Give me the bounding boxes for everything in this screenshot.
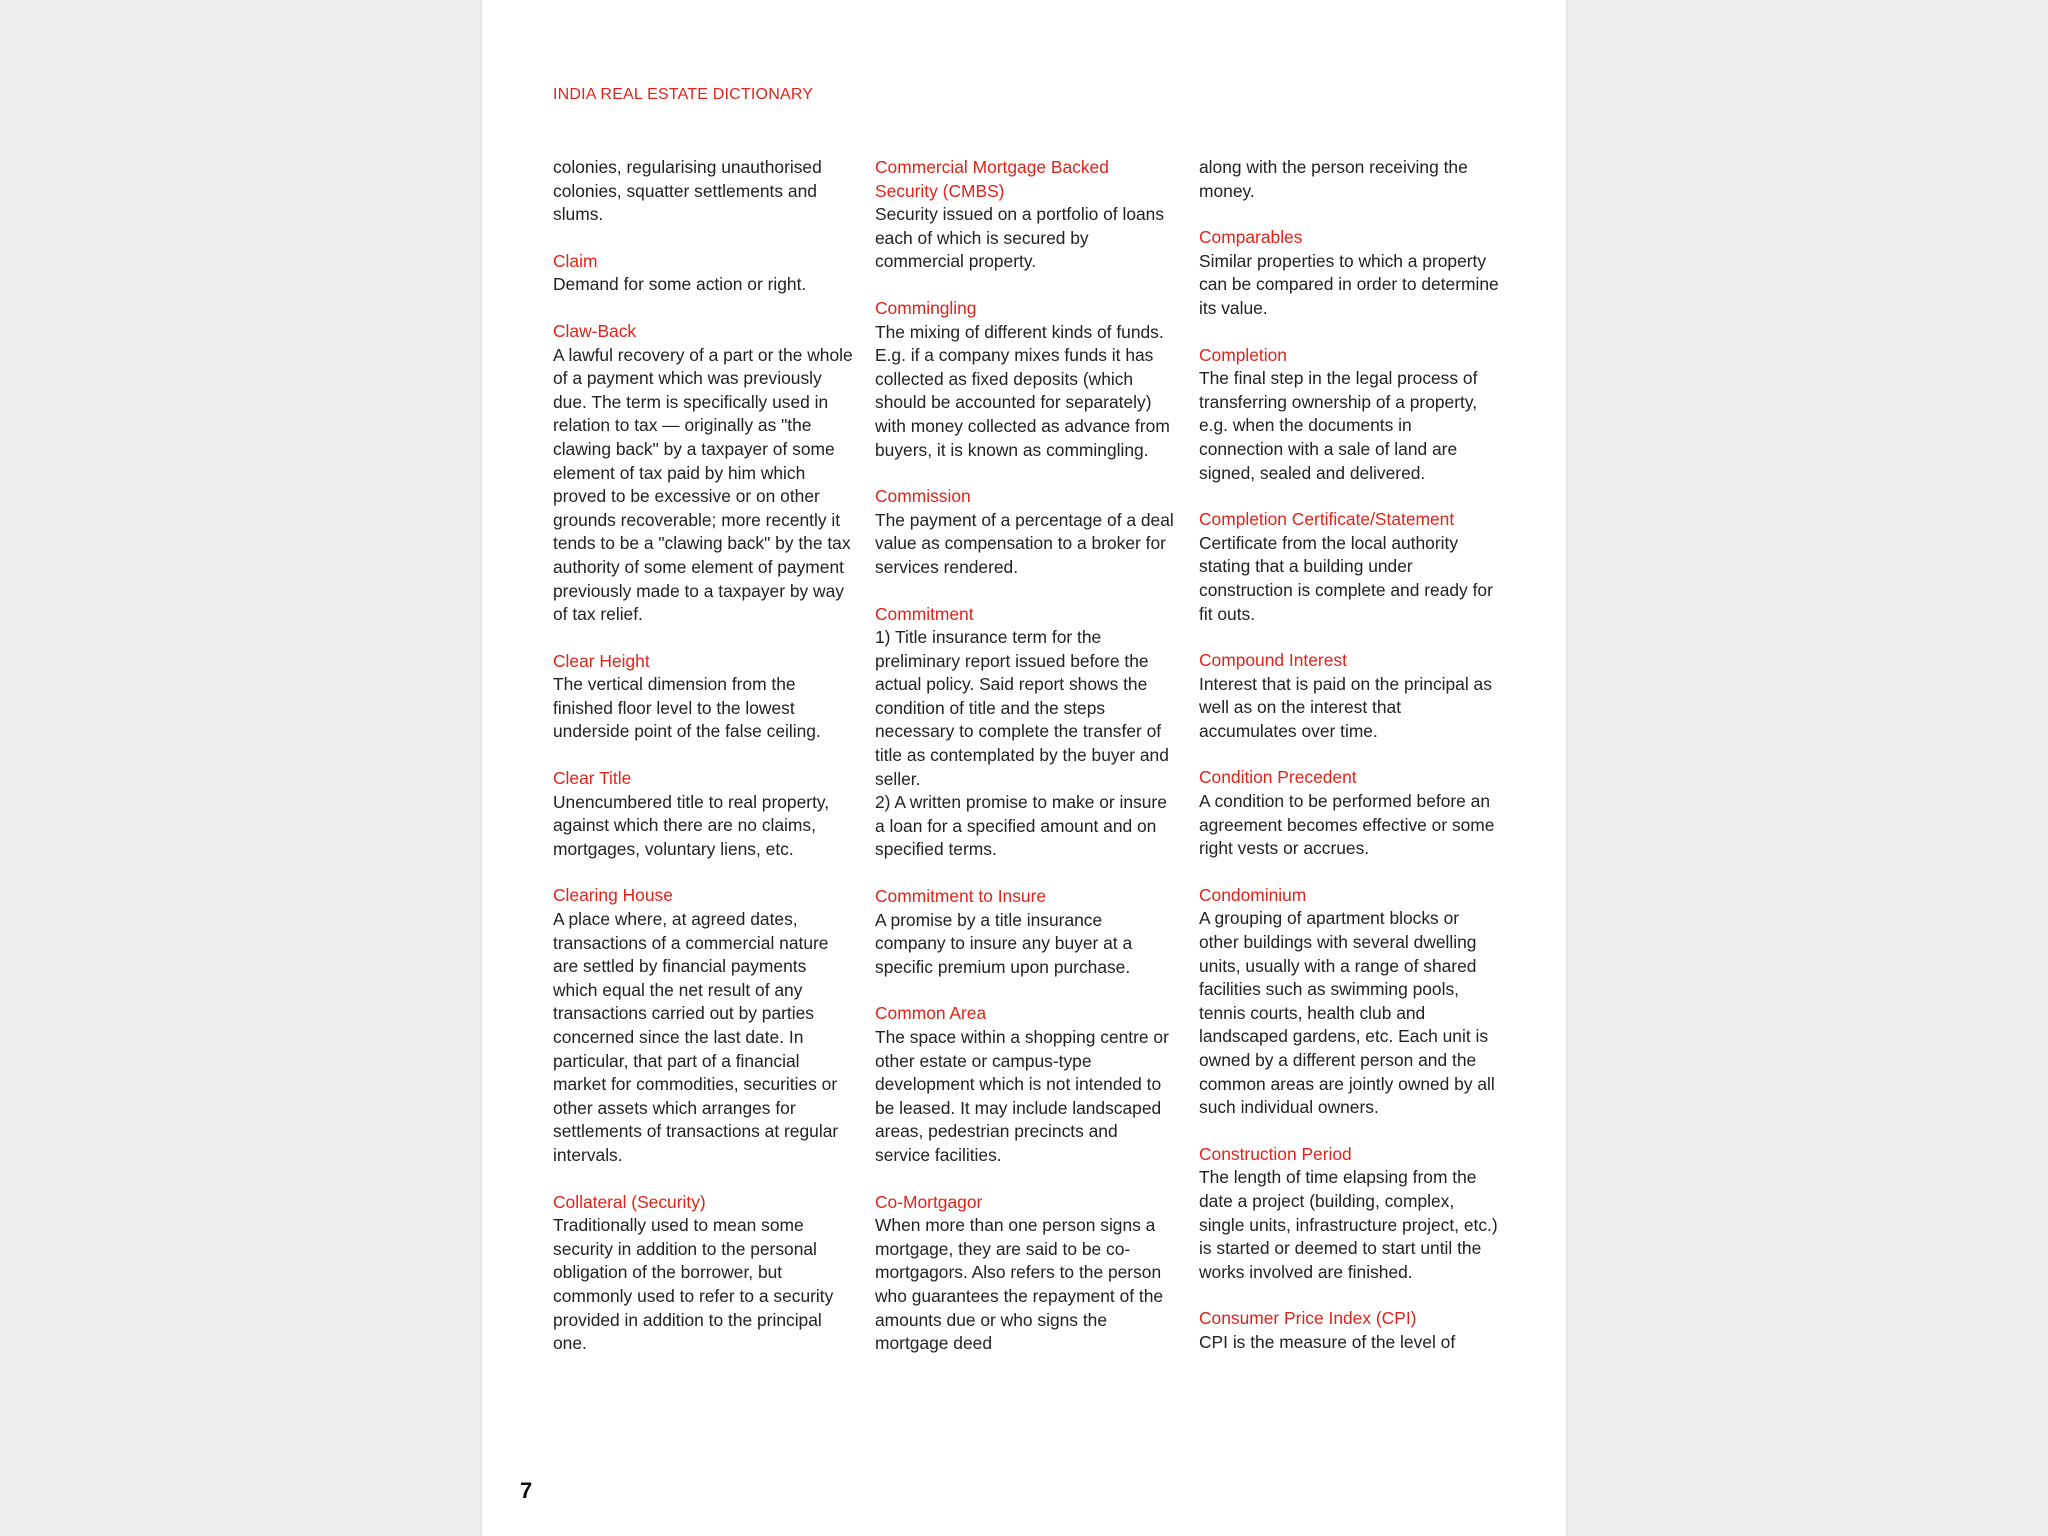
entry-collateral — [553, 1191, 853, 1356]
entry-term: Clear Height — [553, 650, 650, 671]
entry-term: Condition Precedent — [1199, 767, 1357, 788]
entry-term: Consumer Price Index (CPI) — [1199, 1308, 1417, 1329]
entry-definition: Interest that is paid on the principal as well as on the interest that accumulates over time. — [1199, 673, 1492, 741]
entry-definition: The vertical dimension from the finished floor level to the lowest underside point of the false ceiling. — [553, 674, 821, 742]
entry-condominium — [1199, 884, 1499, 1120]
entry-term: Co-Mortgagor — [875, 1191, 983, 1212]
entry-construction-period — [1199, 1143, 1499, 1285]
entry-definition: A lawful recovery of a part or the whole of a payment which was previously due. The term is specifically used in relation to tax — originally as "the clawing back" by a taxpayer of some element of tax paid by him which proved to be excessive or on other grounds recoverable; more recently it tends to be a "clawing back" by the tax authority of some element of payment previously made to a taxpayer by way of tax relief. — [553, 344, 853, 625]
column-3 — [1199, 156, 1499, 1378]
entry-claw-back — [553, 320, 853, 627]
continuation-text: along with the person receiving the money. — [1199, 157, 1468, 201]
entry-definition: The length of time elapsing from the date a project (building, complex, single units, infrastructure project, etc.) is started or deemed to start until the works involved are finished. — [1199, 1167, 1498, 1282]
entry-comparables — [1199, 226, 1499, 320]
entry-term: Completion — [1199, 344, 1287, 365]
running-header: INDIA REAL ESTATE DICTIONARY — [553, 86, 814, 103]
continuation-text: colonies, regularising unauthorised colonies, squatter settlements and slums. — [553, 157, 822, 225]
column-2 — [875, 156, 1175, 1379]
entry-definition: Certificate from the local authority stating that a building under construction is complete and ready for fit outs. — [1199, 532, 1493, 624]
entry-completion — [1199, 344, 1499, 486]
entry-clearing-house — [553, 884, 853, 1167]
entry-definition: Similar properties to which a property can be compared in order to determine its value. — [1199, 250, 1499, 318]
entry-definition: Unencumbered title to real property, against which there are no claims, mortgages, voluntary liens, etc. — [553, 791, 830, 859]
entry-definition: 1) Title insurance term for the preliminary report issued before the actual policy. Said report shows the condition of title and the steps necessary to complete the transfer of title as contemplated by the buyer and seller. 2) A written promise to make or insure a loan for a specified amount and on specified terms. — [875, 627, 1169, 860]
entry-term: Construction Period — [1199, 1143, 1352, 1164]
entry-term: Commitment — [875, 603, 974, 624]
entry-commingling — [875, 297, 1175, 462]
entry-term: Clear Title — [553, 768, 632, 789]
entry-term: Condominium — [1199, 884, 1307, 905]
entry-definition: Security issued on a portfolio of loans each of which is secured by commercial property. — [875, 204, 1165, 272]
entry-definition: The final step in the legal process of transferring ownership of a property, e.g. when the documents in connection with a sale of land are signed, sealed and delivered. — [1199, 368, 1478, 483]
column-1 — [553, 156, 853, 1379]
entry-condition-precedent — [1199, 766, 1499, 860]
entry-commission — [875, 485, 1175, 579]
entry-definition: A grouping of apartment blocks or other buildings with several dwelling units, usually with a range of shared facilities such as swimming pools, tennis courts, health club and landscaped gardens, etc. Each unit is owned by a different person and the common areas are jointly owned by all such individual owners. — [1199, 908, 1495, 1118]
entry-term: Commercial Mortgage Backed Security (CMBS) — [875, 157, 1109, 201]
entry-claim — [553, 250, 853, 297]
entry-commitment — [875, 603, 1175, 863]
entry-cmbs — [875, 156, 1175, 274]
entry-definition: A condition to be performed before an agreement becomes effective or some right vests or accrues. — [1199, 791, 1495, 859]
entry-common-area — [875, 1002, 1175, 1167]
entry-compound-interest — [1199, 649, 1499, 743]
entry-definition: The payment of a percentage of a deal value as compensation to a broker for services rendered. — [875, 509, 1174, 577]
entry-definition: A promise by a title insurance company to insure any buyer at a specific premium upon purchase. — [875, 909, 1133, 977]
entry-definition: CPI is the measure of the level of — [1199, 1331, 1456, 1352]
entry-term: Compound Interest — [1199, 650, 1347, 671]
entry-term: Claim — [553, 250, 598, 271]
entry-definition: Demand for some action or right. — [553, 274, 807, 295]
entry-term: Completion Certificate/Statement — [1199, 509, 1455, 530]
entry-completion-certificate — [1199, 508, 1499, 626]
entry-definition: When more than one person signs a mortgage, they are said to be co-mortgagors. Also refers to the person who guarantees the repayment of the amounts due or who signs the mortgage deed — [875, 1215, 1164, 1354]
entry-term: Commingling — [875, 297, 977, 318]
entry-clear-title — [553, 767, 853, 861]
entry-term: Comparables — [1199, 227, 1303, 248]
entry-term: Common Area — [875, 1003, 987, 1024]
entry-definition: Traditionally used to mean some security in addition to the personal obligation of the borrower, but commonly used to refer to a security provided in addition to the principal one. — [553, 1215, 834, 1354]
entry-term: Clearing House — [553, 885, 673, 906]
entry-cpi — [1199, 1307, 1499, 1354]
entry-definition: The space within a shopping centre or other estate or campus-type development which is not intended to be leased. It may include landscaped areas, pedestrian precincts and service facilities. — [875, 1027, 1169, 1165]
dictionary-page — [482, 0, 1566, 1536]
page-number: 7 — [520, 1478, 533, 1503]
entry-term: Claw-Back — [553, 320, 637, 341]
entry-co-mortgagor — [875, 1191, 1175, 1356]
entry-term: Commission — [875, 486, 971, 507]
entry-definition: A place where, at agreed dates, transactions of a commercial nature are settled by financial payments which equal the net result of any transactions carried out by parties concerned since the last date. In particular, that part of a financial market for commodities, securities or other assets which arranges for settlements of transactions at regular intervals. — [553, 909, 839, 1165]
entry-term: Collateral (Security) — [553, 1191, 706, 1212]
entry-clear-height — [553, 650, 853, 744]
entry-definition: The mixing of different kinds of funds. E.g. if a company mixes funds it has collected as fixed deposits (which should be accounted for separately) with money collected as advance from buyers, it is known as commingling. — [875, 321, 1170, 460]
entry-term: Commitment to Insure — [875, 886, 1047, 907]
entry-commitment-to-insure — [875, 885, 1175, 979]
